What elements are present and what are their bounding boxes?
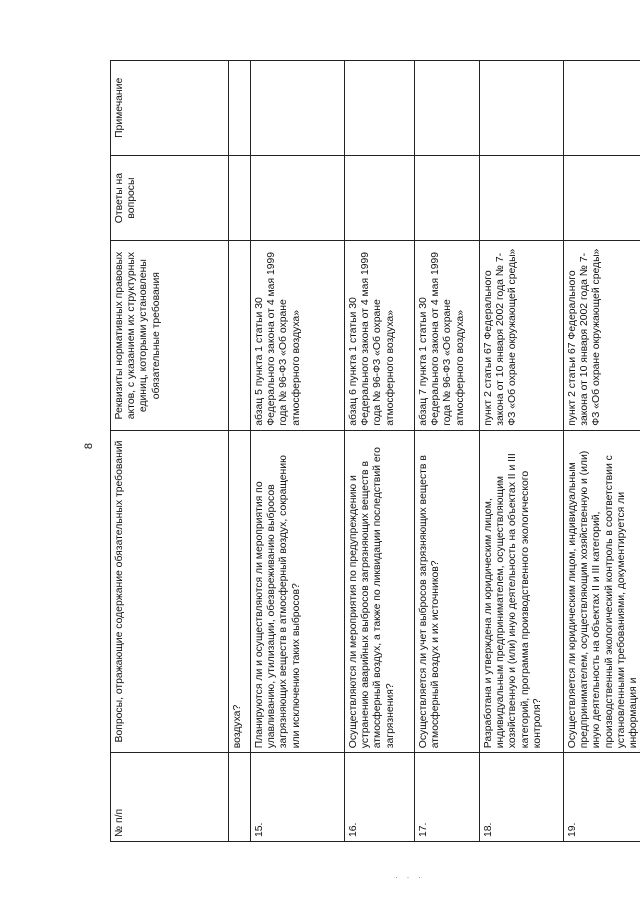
- table-row: [415, 61, 480, 842]
- header-row: [111, 61, 229, 842]
- row-num: 15.: [251, 753, 345, 842]
- scan-artifact: · · ·: [395, 872, 424, 882]
- continued-text: воздуха?: [229, 430, 251, 752]
- row-answer[interactable]: [345, 155, 415, 241]
- header-question: Вопросы, отражающие содержание обязательных требований: [111, 430, 229, 752]
- cont-num: [229, 753, 251, 842]
- row-answer[interactable]: [415, 155, 480, 241]
- row-requisites: пункт 2 статьи 67 Федерального закона от 10 января 2002 года № 7-ФЗ «Об охране окружающей среды»: [480, 241, 564, 430]
- table-row: [564, 61, 640, 842]
- requirements-table: [110, 60, 640, 842]
- row-question: Осуществляется ли юридическим лицом, индивидуальным предпринимателем, осуществляющим хозяйственную и (или) иную деятельность на объектах II и III категорий, производственный экологический контроль в соответствии с установленными требованиями, документируется ли информация и: [564, 430, 640, 752]
- row-answer[interactable]: [564, 155, 640, 241]
- table-row: [251, 61, 345, 842]
- row-note[interactable]: [345, 61, 415, 156]
- row-question: Планируются ли и осуществляются ли мероприятия по улавливанию, утилизации, обезвреживанию выбросов загрязняющих веществ в атмосферный воздух, сокращению или исключению таких выбросов?: [251, 430, 345, 752]
- row-note[interactable]: [251, 61, 345, 156]
- row-note[interactable]: [480, 61, 564, 156]
- row-num: 18.: [480, 753, 564, 842]
- row-requisites: пункт 2 статьи 67 Федерального закона от 10 января 2002 года № 7-ФЗ «Об охране окружающей среды»: [564, 241, 640, 430]
- rotated-table-wrapper: [110, 60, 639, 842]
- header-answers: Ответы на вопросы: [111, 155, 229, 241]
- row-num: 16.: [345, 753, 415, 842]
- header-num: № п/п: [111, 753, 229, 842]
- continuation-row: [229, 61, 251, 842]
- row-requisites: абзац 7 пункта 1 статьи 30 Федерального закона от 4 мая 1999 года № 96-ФЗ «Об охране атмосферного воздуха»: [415, 241, 480, 430]
- row-question: Осуществляются ли мероприятия по предупреждению и устранению аварийных выбросов загрязняющих веществ в атмосферный воздух, а также по ликвидации последствий его загрязнения?: [345, 430, 415, 752]
- row-question: Разработана и утверждена ли юридическим лицом, индивидуальным предпринимателем, осуществляющим хозяйственную и (или) иную деятельность на объектах II и III категорий, программа производственного экологического контроля?: [480, 430, 564, 752]
- row-answer[interactable]: [251, 155, 345, 241]
- row-note[interactable]: [564, 61, 640, 156]
- row-requisites: абзац 6 пункта 1 статьи 30 Федерального закона от 4 мая 1999 года № 96-ФЗ «Об охране атмосферного воздуха»: [345, 241, 415, 430]
- page-number: 8: [83, 442, 95, 450]
- row-requisites: абзац 5 пункта 1 статьи 30 Федерального закона от 4 мая 1999 года № 96-ФЗ «Об охране атмосферного воздуха»: [251, 241, 345, 430]
- row-note[interactable]: [415, 61, 480, 156]
- row-question: Осуществляется ли учет выбросов загрязняющих веществ в атмосферный воздух и их источников?: [415, 430, 480, 752]
- table-row: [345, 61, 415, 842]
- header-requisites: Реквизиты нормативных правовых актов, с указанием их структурных единиц, которыми установлены обязательные требования: [111, 241, 229, 430]
- row-num: 17.: [415, 753, 480, 842]
- row-answer[interactable]: [480, 155, 564, 241]
- header-note: Примечание: [111, 61, 229, 156]
- table-row: [480, 61, 564, 842]
- row-num: 19.: [564, 753, 640, 842]
